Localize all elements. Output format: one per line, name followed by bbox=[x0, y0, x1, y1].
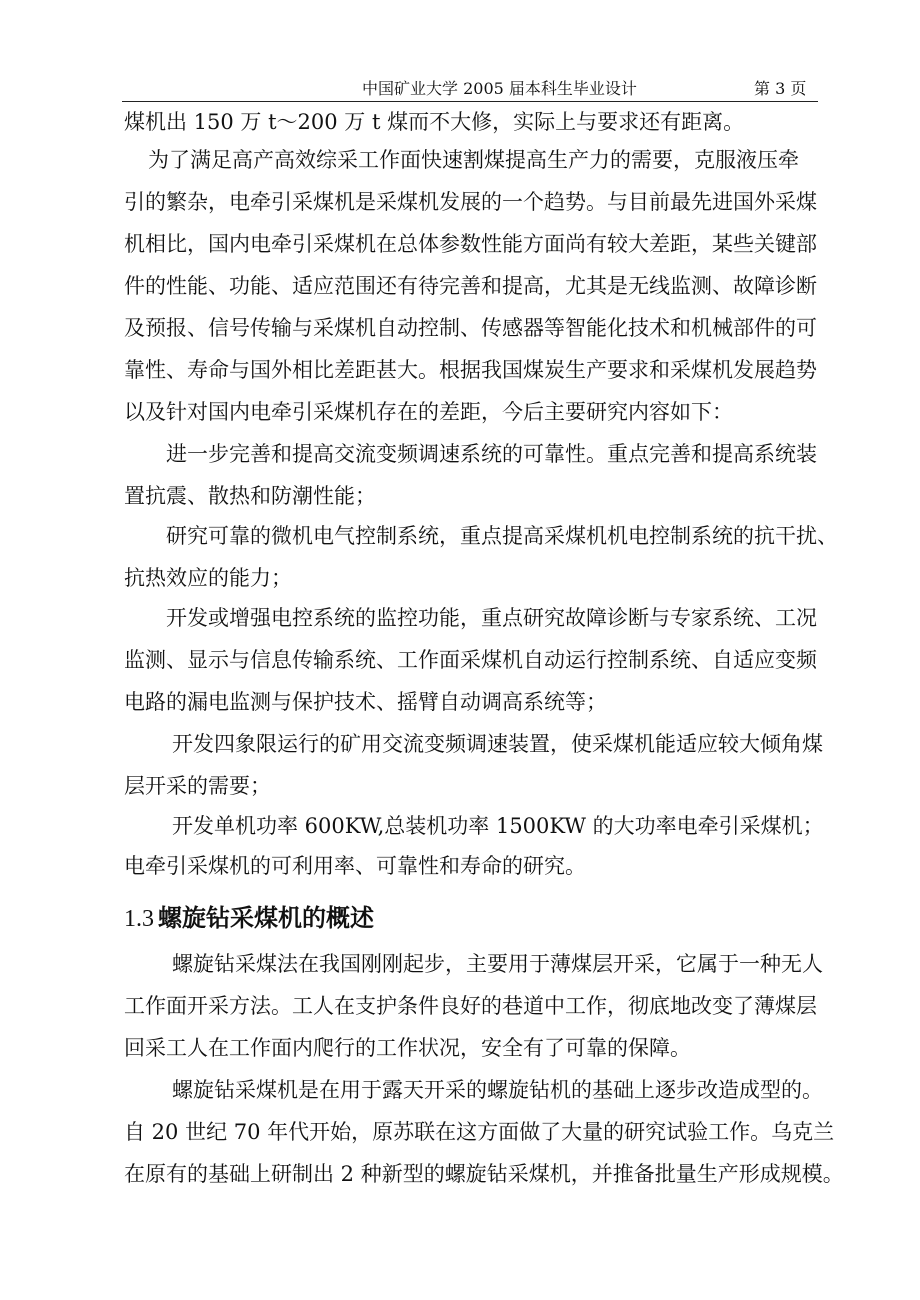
text-line: 在原有的基础上研制出 2 种新型的螺旋钻采煤机，并推备批量生产形成规模。 bbox=[124, 1162, 844, 1186]
text-line: 研究可靠的微机电气控制系统，重点提高采煤机机电控制系统的抗干扰、 bbox=[166, 524, 838, 548]
text-line: 进一步完善和提高交流变频调速系统的可靠性。重点完善和提高系统装 bbox=[166, 442, 817, 466]
text-line: 以及针对国内电牵引采煤机存在的差距，今后主要研究内容如下： bbox=[124, 400, 733, 424]
text-line: 为了满足高产高效综采工作面快速割煤提高生产力的需要，克服液压牵 bbox=[148, 148, 799, 172]
text-line: 机相比，国内电牵引采煤机在总体参数性能方面尚有较大差距，某些关键部 bbox=[124, 232, 817, 256]
text-line: 层开采的需要； bbox=[124, 774, 271, 798]
header-title: 中国矿业大学 2005 届本科生毕业设计 bbox=[362, 79, 637, 98]
text-line: 监测、显示与信息传输系统、工作面采煤机自动运行控制系统、自适应变频 bbox=[124, 648, 817, 672]
text-line: 件的性能、功能、适应范围还有待完善和提高，尤其是无线监测、故障诊断 bbox=[124, 274, 817, 298]
text-line: 抗热效应的能力； bbox=[124, 566, 292, 590]
header-page-number: 第 3 页 bbox=[754, 79, 807, 98]
text-line: 开发或增强电控系统的监控功能，重点研究故障诊断与专家系统、工况 bbox=[166, 606, 817, 630]
text-line: 置抗震、散热和防潮性能； bbox=[124, 484, 376, 508]
section-heading bbox=[124, 898, 374, 933]
page-header bbox=[122, 72, 818, 98]
text-line: 电牵引采煤机的可利用率、可靠性和寿命的研究。 bbox=[124, 854, 586, 878]
text-line: 靠性、寿命与国外相比差距甚大。根据我国煤炭生产要求和采煤机发展趋势 bbox=[124, 358, 817, 382]
text-line: 自 20 世纪 70 年代开始，原苏联在这方面做了大量的研究试验工作。乌克兰 bbox=[124, 1120, 835, 1144]
text-line: 开发单机功率 600KW,总装机功率 1500KW 的大功率电牵引采煤机； bbox=[172, 814, 824, 838]
text-line: 螺旋钻采煤法在我国刚刚起步，主要用于薄煤层开采，它属于一种无人 bbox=[172, 952, 823, 976]
text-line: 工作面开采方法。工人在支护条件良好的巷道中工作，彻底地改变了薄煤层 bbox=[124, 994, 817, 1018]
header-rule bbox=[122, 101, 818, 102]
text-line: 回采工人在工作面内爬行的工作状况，安全有了可靠的保障。 bbox=[124, 1036, 691, 1060]
text-line: 及预报、信号传输与采煤机自动控制、传感器等智能化技术和机械部件的可 bbox=[124, 316, 817, 340]
text-line: 电路的漏电监测与保护技术、摇臂自动调高系统等； bbox=[124, 690, 607, 714]
text-line: 开发四象限运行的矿用交流变频调速装置，使采煤机能适应较大倾角煤 bbox=[172, 732, 823, 756]
section-number: 1.3 bbox=[124, 906, 154, 932]
section-title: 螺旋钻采煤机的概述 bbox=[158, 904, 374, 932]
text-line: 螺旋钻采煤机是在用于露天开采的螺旋钻机的基础上逐步改造成型的。 bbox=[172, 1078, 823, 1102]
text-line: 引的繁杂，电牵引采煤机是采煤机发展的一个趋势。与目前最先进国外采煤 bbox=[124, 190, 817, 214]
text-line: 煤机出 150 万 t～200 万 t 煤而不大修，实际上与要求还有距离。 bbox=[124, 110, 745, 134]
